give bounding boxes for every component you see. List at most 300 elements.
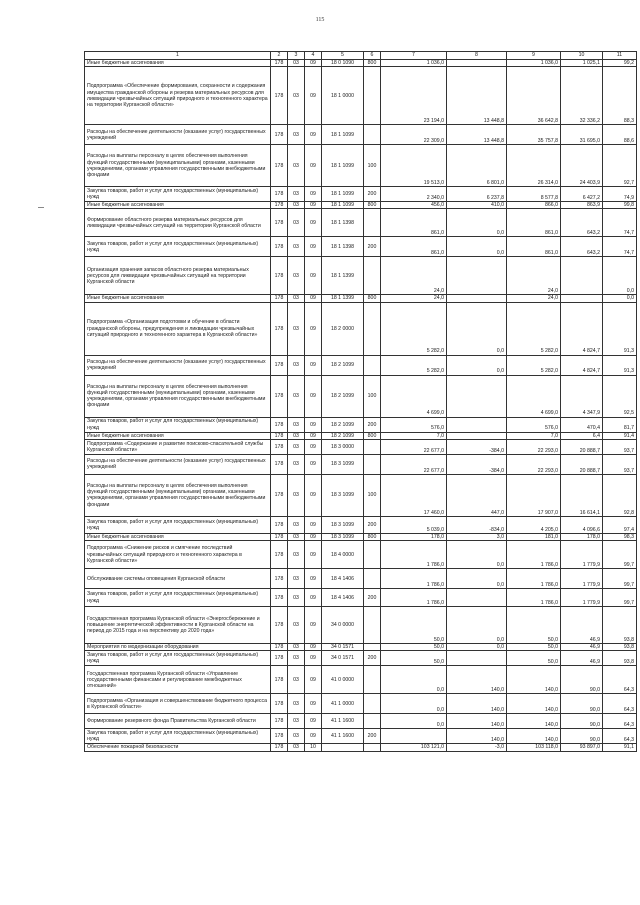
row-code-type: 200 bbox=[364, 516, 381, 533]
row-code-subsection: 09 bbox=[305, 432, 322, 439]
row-code-target: 18 0 1090 bbox=[322, 60, 364, 67]
row-percent: 88,3 bbox=[603, 67, 637, 125]
row-name: Расходы на обеспечение деятельности (оказание услуг) государственных учреждений bbox=[85, 355, 271, 375]
row-change: -384,0 bbox=[447, 439, 507, 454]
row-percent: 81,7 bbox=[603, 417, 637, 432]
row-refined: 5 282,0 bbox=[507, 302, 561, 355]
row-code-admin: 178 bbox=[271, 541, 288, 569]
row-change: -384,0 bbox=[447, 454, 507, 474]
table-row bbox=[85, 729, 637, 744]
row-code-section: 03 bbox=[288, 209, 305, 237]
row-approved: 5 282,0 bbox=[381, 355, 447, 375]
row-code-target: 41 0 0000 bbox=[322, 666, 364, 694]
row-code-target: 18 1 0000 bbox=[322, 67, 364, 125]
table-row bbox=[85, 302, 637, 355]
row-executed bbox=[561, 257, 603, 295]
row-executed: 90,0 bbox=[561, 694, 603, 714]
row-percent: 93,8 bbox=[603, 607, 637, 644]
row-executed: 90,0 bbox=[561, 666, 603, 694]
row-code-admin: 178 bbox=[271, 454, 288, 474]
table-row bbox=[85, 516, 637, 533]
table-row bbox=[85, 666, 637, 694]
row-code-target: 41 1 0000 bbox=[322, 694, 364, 714]
row-code-subsection: 09 bbox=[305, 187, 322, 202]
table-row bbox=[85, 651, 637, 666]
budget-table-sheet bbox=[84, 51, 636, 752]
row-code-section: 03 bbox=[288, 417, 305, 432]
col-header: 9 bbox=[507, 52, 561, 60]
row-code-type bbox=[364, 694, 381, 714]
row-name: Закупка товаров, работ и услуг для государственных (муниципальных) нужд bbox=[85, 729, 271, 744]
row-code-admin: 178 bbox=[271, 125, 288, 145]
row-refined: 50,0 bbox=[507, 651, 561, 666]
row-change bbox=[447, 257, 507, 295]
row-code-section: 03 bbox=[288, 202, 305, 209]
row-code-type bbox=[364, 257, 381, 295]
row-code-section: 03 bbox=[288, 541, 305, 569]
row-code-section: 03 bbox=[288, 145, 305, 187]
row-executed: 6 427,2 bbox=[561, 187, 603, 202]
row-code-target: 18 2 1099 bbox=[322, 355, 364, 375]
row-executed: 643,2 bbox=[561, 209, 603, 237]
row-name: Подпрограмма «Содержание и развитие поисково-спасательной службы Курганской области» bbox=[85, 439, 271, 454]
row-code-target: 18 1 1399 bbox=[322, 295, 364, 302]
table-row bbox=[85, 187, 637, 202]
row-percent: 97,4 bbox=[603, 516, 637, 533]
row-approved: 576,0 bbox=[381, 417, 447, 432]
row-code-type bbox=[364, 439, 381, 454]
row-code-section: 03 bbox=[288, 516, 305, 533]
row-code-type: 800 bbox=[364, 60, 381, 67]
table-row bbox=[85, 355, 637, 375]
row-percent: 92,8 bbox=[603, 474, 637, 516]
row-code-admin: 178 bbox=[271, 569, 288, 589]
row-code-target: 18 2 0000 bbox=[322, 302, 364, 355]
row-code-type bbox=[364, 454, 381, 474]
row-approved: 456,0 bbox=[381, 202, 447, 209]
row-name: Подпрограмма «Организация подготовки и обучение в области гражданской обороны, предупреждения и ликвидации чрезвычайных ситуаций природного и техногенного характера в Курганской области» bbox=[85, 302, 271, 355]
row-approved: 17 460,0 bbox=[381, 474, 447, 516]
row-change: -3,0 bbox=[447, 744, 507, 751]
row-code-subsection: 09 bbox=[305, 67, 322, 125]
row-code-section: 03 bbox=[288, 729, 305, 744]
row-code-target: 34 0 1571 bbox=[322, 644, 364, 651]
row-code-subsection: 09 bbox=[305, 694, 322, 714]
row-change: 0,0 bbox=[447, 355, 507, 375]
row-approved: 1 036,0 bbox=[381, 60, 447, 67]
col-header: 1 bbox=[85, 52, 271, 60]
row-code-subsection: 09 bbox=[305, 125, 322, 145]
table-row bbox=[85, 145, 637, 187]
row-change: 6 237,8 bbox=[447, 187, 507, 202]
row-approved: 24,0 bbox=[381, 295, 447, 302]
row-change: 140,0 bbox=[447, 666, 507, 694]
row-executed: 643,2 bbox=[561, 237, 603, 257]
row-code-subsection: 09 bbox=[305, 257, 322, 295]
row-percent: 74,9 bbox=[603, 187, 637, 202]
row-code-section: 03 bbox=[288, 651, 305, 666]
row-code-admin: 178 bbox=[271, 516, 288, 533]
row-code-subsection: 09 bbox=[305, 714, 322, 729]
row-refined: 50,0 bbox=[507, 607, 561, 644]
row-refined: 5 282,0 bbox=[507, 355, 561, 375]
row-percent: 99,7 bbox=[603, 569, 637, 589]
row-code-type: 200 bbox=[364, 187, 381, 202]
row-name: Закупка товаров, работ и услуг для государственных (муниципальных) нужд bbox=[85, 516, 271, 533]
row-code-type: 800 bbox=[364, 202, 381, 209]
row-code-admin: 178 bbox=[271, 295, 288, 302]
row-refined: 24,0 bbox=[507, 257, 561, 295]
row-change: 140,0 bbox=[447, 694, 507, 714]
row-name: Иные бюджетные ассигнования bbox=[85, 295, 271, 302]
row-name: Иные бюджетные ассигнования bbox=[85, 533, 271, 540]
row-refined: 4 699,0 bbox=[507, 375, 561, 417]
row-code-type bbox=[364, 607, 381, 644]
row-code-type: 800 bbox=[364, 295, 381, 302]
row-name: Государственная программа Курганской области «Энергосбережение и повышение энергетической эффективности в Курганской области на период до 2015 года и на перспективу до 2020 года» bbox=[85, 607, 271, 644]
row-code-type bbox=[364, 125, 381, 145]
row-code-admin: 178 bbox=[271, 67, 288, 125]
row-refined: 8 577,8 bbox=[507, 187, 561, 202]
row-code-section: 03 bbox=[288, 432, 305, 439]
header-row bbox=[85, 52, 637, 60]
row-change: 410,0 bbox=[447, 202, 507, 209]
row-refined: 181,0 bbox=[507, 533, 561, 540]
row-change: 447,0 bbox=[447, 474, 507, 516]
col-header: 5 bbox=[322, 52, 364, 60]
row-code-subsection: 09 bbox=[305, 474, 322, 516]
row-approved: 5 039,0 bbox=[381, 516, 447, 533]
row-code-subsection: 09 bbox=[305, 355, 322, 375]
row-refined: 1 786,0 bbox=[507, 541, 561, 569]
row-code-type bbox=[364, 541, 381, 569]
table-row bbox=[85, 607, 637, 644]
row-name: Закупка товаров, работ и услуг для государственных (муниципальных) нужд bbox=[85, 417, 271, 432]
row-refined: 35 757,8 bbox=[507, 125, 561, 145]
row-percent: 99,7 bbox=[603, 589, 637, 607]
col-header: 8 bbox=[447, 52, 507, 60]
row-code-admin: 178 bbox=[271, 714, 288, 729]
table-row bbox=[85, 417, 637, 432]
row-code-section: 03 bbox=[288, 257, 305, 295]
row-code-type bbox=[364, 355, 381, 375]
row-code-type bbox=[364, 714, 381, 729]
row-refined: 26 314,0 bbox=[507, 145, 561, 187]
row-code-admin: 178 bbox=[271, 202, 288, 209]
row-refined: 861,0 bbox=[507, 237, 561, 257]
row-code-admin: 178 bbox=[271, 744, 288, 751]
row-name: Формирование резервного фонда Правительства Курганской области bbox=[85, 714, 271, 729]
row-executed bbox=[561, 295, 603, 302]
row-code-section: 03 bbox=[288, 375, 305, 417]
row-code-type: 200 bbox=[364, 237, 381, 257]
row-code-subsection: 09 bbox=[305, 237, 322, 257]
col-header: 2 bbox=[271, 52, 288, 60]
row-executed: 863,9 bbox=[561, 202, 603, 209]
col-header: 3 bbox=[288, 52, 305, 60]
row-approved: 0,0 bbox=[381, 714, 447, 729]
row-code-admin: 178 bbox=[271, 474, 288, 516]
row-code-type: 200 bbox=[364, 417, 381, 432]
row-executed: 32 336,2 bbox=[561, 67, 603, 125]
row-code-subsection: 10 bbox=[305, 744, 322, 751]
row-executed: 1 025,1 bbox=[561, 60, 603, 67]
row-percent: 99,2 bbox=[603, 60, 637, 67]
row-approved: 19 513,0 bbox=[381, 145, 447, 187]
row-change bbox=[447, 651, 507, 666]
row-executed: 16 614,1 bbox=[561, 474, 603, 516]
row-code-admin: 178 bbox=[271, 257, 288, 295]
row-code-type bbox=[364, 666, 381, 694]
row-refined: 24,0 bbox=[507, 295, 561, 302]
row-name: Формирование областного резерва материальных ресурсов для ликвидации чрезвычайных ситуаций на территории Курганской области bbox=[85, 209, 271, 237]
row-code-section: 03 bbox=[288, 744, 305, 751]
row-percent: 74,7 bbox=[603, 237, 637, 257]
row-code-section: 03 bbox=[288, 714, 305, 729]
row-executed: 20 888,7 bbox=[561, 439, 603, 454]
table-row bbox=[85, 644, 637, 651]
row-percent: 91,1 bbox=[603, 744, 637, 751]
row-code-type: 200 bbox=[364, 729, 381, 744]
row-code-subsection: 09 bbox=[305, 651, 322, 666]
row-approved: 178,0 bbox=[381, 533, 447, 540]
row-percent: 88,6 bbox=[603, 125, 637, 145]
row-change: 0,0 bbox=[447, 541, 507, 569]
row-approved: 103 121,0 bbox=[381, 744, 447, 751]
row-code-subsection: 09 bbox=[305, 209, 322, 237]
row-executed: 1 779,9 bbox=[561, 541, 603, 569]
row-code-target: 18 1 1399 bbox=[322, 257, 364, 295]
row-change: 0,0 bbox=[447, 644, 507, 651]
row-name: Закупка товаров, работ и услуг для государственных (муниципальных) нужд bbox=[85, 589, 271, 607]
col-header: 4 bbox=[305, 52, 322, 60]
table-row bbox=[85, 237, 637, 257]
row-change bbox=[447, 417, 507, 432]
row-approved: 50,0 bbox=[381, 651, 447, 666]
row-code-target: 34 0 0000 bbox=[322, 607, 364, 644]
row-approved: 22 677,0 bbox=[381, 454, 447, 474]
row-refined: 576,0 bbox=[507, 417, 561, 432]
row-percent: 98,3 bbox=[603, 533, 637, 540]
row-change: 0,0 bbox=[447, 237, 507, 257]
row-change: 0,0 bbox=[447, 302, 507, 355]
row-code-type: 100 bbox=[364, 145, 381, 187]
row-change: -834,0 bbox=[447, 516, 507, 533]
row-refined: 7,0 bbox=[507, 432, 561, 439]
row-name: Мероприятия по модернизации оборудования bbox=[85, 644, 271, 651]
row-code-subsection: 09 bbox=[305, 533, 322, 540]
row-code-subsection: 09 bbox=[305, 439, 322, 454]
table-row bbox=[85, 744, 637, 751]
row-code-subsection: 09 bbox=[305, 454, 322, 474]
row-code-target: 41 1 1600 bbox=[322, 729, 364, 744]
row-executed: 93 897,0 bbox=[561, 744, 603, 751]
row-code-subsection: 09 bbox=[305, 375, 322, 417]
margin-mark bbox=[38, 207, 44, 208]
col-header: 10 bbox=[561, 52, 603, 60]
row-name: Расходы на обеспечение деятельности (оказание услуг) государственных учреждений bbox=[85, 454, 271, 474]
row-code-subsection: 09 bbox=[305, 541, 322, 569]
row-code-type bbox=[364, 644, 381, 651]
row-code-subsection: 09 bbox=[305, 60, 322, 67]
row-code-admin: 178 bbox=[271, 60, 288, 67]
row-approved: 7,0 bbox=[381, 432, 447, 439]
row-refined: 103 118,0 bbox=[507, 744, 561, 751]
row-approved: 0,0 bbox=[381, 666, 447, 694]
row-code-section: 03 bbox=[288, 607, 305, 644]
row-percent: 64,3 bbox=[603, 729, 637, 744]
row-percent: 92,5 bbox=[603, 375, 637, 417]
row-code-admin: 178 bbox=[271, 417, 288, 432]
row-name: Подпрограмма «Организация и совершенствование бюджетного процесса в Курганской области» bbox=[85, 694, 271, 714]
row-change: 0,0 bbox=[447, 607, 507, 644]
table-row bbox=[85, 209, 637, 237]
row-name: Расходы на обеспечение деятельности (оказание услуг) государственных учреждений bbox=[85, 125, 271, 145]
row-approved: 1 786,0 bbox=[381, 589, 447, 607]
row-code-section: 03 bbox=[288, 67, 305, 125]
row-approved: 1 786,0 bbox=[381, 541, 447, 569]
row-refined: 36 642,8 bbox=[507, 67, 561, 125]
row-name: Иные бюджетные ассигнования bbox=[85, 432, 271, 439]
row-name: Расходы на выплаты персоналу в целях обеспечения выполнения функций государственными (муниципальными) органами, казенными учреждениями, органами управления государственными внебюджетными фондами bbox=[85, 375, 271, 417]
row-name: Закупка товаров, работ и услуг для государственных (муниципальных) нужд bbox=[85, 187, 271, 202]
row-percent: 93,7 bbox=[603, 439, 637, 454]
row-code-target: 18 4 0000 bbox=[322, 541, 364, 569]
row-executed: 1 779,9 bbox=[561, 589, 603, 607]
row-refined: 861,0 bbox=[507, 209, 561, 237]
row-code-subsection: 09 bbox=[305, 589, 322, 607]
row-code-admin: 178 bbox=[271, 607, 288, 644]
row-change: 13 448,8 bbox=[447, 67, 507, 125]
row-code-section: 03 bbox=[288, 569, 305, 589]
row-name: Обслуживание системы оповещения Курганской области bbox=[85, 569, 271, 589]
row-code-type: 100 bbox=[364, 474, 381, 516]
row-code-type bbox=[364, 744, 381, 751]
row-code-target: 18 4 1406 bbox=[322, 569, 364, 589]
row-executed: 46,9 bbox=[561, 651, 603, 666]
row-refined: 17 907,0 bbox=[507, 474, 561, 516]
row-approved: 0,0 bbox=[381, 694, 447, 714]
row-change: 140,0 bbox=[447, 714, 507, 729]
table-row bbox=[85, 541, 637, 569]
row-code-section: 03 bbox=[288, 125, 305, 145]
row-code-target: 18 4 1406 bbox=[322, 589, 364, 607]
row-code-section: 03 bbox=[288, 589, 305, 607]
row-code-target: 18 1 1398 bbox=[322, 237, 364, 257]
row-code-section: 03 bbox=[288, 666, 305, 694]
row-code-admin: 178 bbox=[271, 432, 288, 439]
table-row bbox=[85, 454, 637, 474]
row-code-subsection: 09 bbox=[305, 417, 322, 432]
row-code-admin: 178 bbox=[271, 694, 288, 714]
table-row bbox=[85, 533, 637, 540]
row-percent: 93,7 bbox=[603, 454, 637, 474]
row-code-section: 03 bbox=[288, 694, 305, 714]
row-code-section: 03 bbox=[288, 302, 305, 355]
row-executed: 4 824,7 bbox=[561, 355, 603, 375]
row-executed: 4 096,6 bbox=[561, 516, 603, 533]
row-percent: 64,3 bbox=[603, 666, 637, 694]
page-number: 115 bbox=[315, 17, 325, 23]
row-code-section: 03 bbox=[288, 454, 305, 474]
row-change bbox=[447, 589, 507, 607]
row-approved: 2 340,0 bbox=[381, 187, 447, 202]
row-code-admin: 178 bbox=[271, 302, 288, 355]
row-change: 6 801,0 bbox=[447, 145, 507, 187]
row-executed: 46,9 bbox=[561, 644, 603, 651]
table-row bbox=[85, 257, 637, 295]
row-executed: 6,4 bbox=[561, 432, 603, 439]
row-approved: 24,0 bbox=[381, 257, 447, 295]
row-refined: 4 205,0 bbox=[507, 516, 561, 533]
row-change bbox=[447, 295, 507, 302]
row-code-subsection: 09 bbox=[305, 729, 322, 744]
row-code-target: 18 2 1099 bbox=[322, 432, 364, 439]
row-code-type: 800 bbox=[364, 533, 381, 540]
table-row bbox=[85, 474, 637, 516]
row-refined: 866,0 bbox=[507, 202, 561, 209]
row-code-type bbox=[364, 302, 381, 355]
row-percent: 0,0 bbox=[603, 257, 637, 295]
row-percent: 91,4 bbox=[603, 432, 637, 439]
row-code-admin: 178 bbox=[271, 187, 288, 202]
table-row bbox=[85, 589, 637, 607]
row-percent: 91,3 bbox=[603, 355, 637, 375]
row-code-admin: 178 bbox=[271, 145, 288, 187]
row-approved: 5 282,0 bbox=[381, 302, 447, 355]
row-code-section: 03 bbox=[288, 237, 305, 257]
row-code-admin: 178 bbox=[271, 209, 288, 237]
row-executed: 20 888,7 bbox=[561, 454, 603, 474]
row-code-target: 18 1 1099 bbox=[322, 202, 364, 209]
row-refined: 140,0 bbox=[507, 666, 561, 694]
row-percent: 64,3 bbox=[603, 714, 637, 729]
row-executed: 4 824,7 bbox=[561, 302, 603, 355]
row-percent: 0,0 bbox=[603, 295, 637, 302]
row-code-target bbox=[322, 744, 364, 751]
row-code-subsection: 09 bbox=[305, 607, 322, 644]
row-code-target: 18 3 1099 bbox=[322, 533, 364, 540]
row-approved: 50,0 bbox=[381, 644, 447, 651]
table-row bbox=[85, 202, 637, 209]
row-approved: 861,0 bbox=[381, 209, 447, 237]
row-approved: 50,0 bbox=[381, 607, 447, 644]
row-code-admin: 178 bbox=[271, 651, 288, 666]
row-executed: 4 347,9 bbox=[561, 375, 603, 417]
row-code-target: 34 0 1571 bbox=[322, 651, 364, 666]
table-row bbox=[85, 67, 637, 125]
table-row bbox=[85, 295, 637, 302]
table-row bbox=[85, 714, 637, 729]
row-code-admin: 178 bbox=[271, 729, 288, 744]
row-change bbox=[447, 375, 507, 417]
row-name: Закупка товаров, работ и услуг для государственных (муниципальных) нужд bbox=[85, 237, 271, 257]
row-code-target: 18 3 1099 bbox=[322, 516, 364, 533]
row-code-admin: 178 bbox=[271, 589, 288, 607]
row-refined: 140,0 bbox=[507, 729, 561, 744]
row-executed: 178,0 bbox=[561, 533, 603, 540]
row-name: Государственная программа Курганской области «Управление государственными финансами и регулирование межбюджетных отношений» bbox=[85, 666, 271, 694]
row-code-type: 200 bbox=[364, 589, 381, 607]
row-code-section: 03 bbox=[288, 533, 305, 540]
row-code-subsection: 09 bbox=[305, 644, 322, 651]
row-executed: 24 403,9 bbox=[561, 145, 603, 187]
row-code-type bbox=[364, 209, 381, 237]
row-name: Подпрограмма «Снижение рисков и смягчение последствий чрезвычайных ситуаций природного и техногенного характера в Курганской области» bbox=[85, 541, 271, 569]
row-code-admin: 178 bbox=[271, 666, 288, 694]
table-row bbox=[85, 569, 637, 589]
table-row bbox=[85, 439, 637, 454]
